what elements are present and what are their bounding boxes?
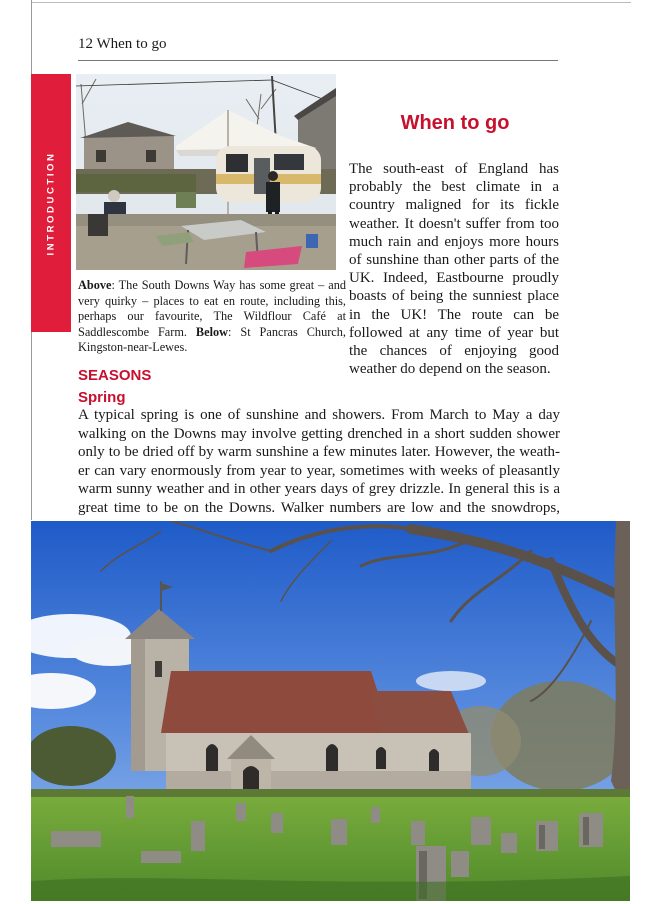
- paragraph-line: A typical spring is one of sunshine and showers. From March to May a day: [78, 407, 560, 423]
- header-rule: [78, 60, 558, 61]
- section-title: When to go: [400, 112, 510, 134]
- photo-caption: [78, 278, 346, 356]
- caption-above-text: : The South Downs Way has some great – and very quirky – places to eat en route, including this, perhaps our favourite, The Wildflour Café at Saddlescombe Farm.: [78, 278, 346, 339]
- side-tab-label: INTRODUCTION: [45, 150, 57, 256]
- page-number: 12: [78, 36, 93, 52]
- spring-heading: Spring: [78, 389, 126, 406]
- paragraph-line: warm sunny weather and in other years days of grey drizzle. In general this is a: [78, 481, 560, 497]
- spring-paragraph: [78, 406, 560, 517]
- cafe-photo: [76, 74, 336, 270]
- caption-above-label: Above: [78, 278, 112, 292]
- caption-below-text: : St Pancras Church, Kingston-near-Lewes.: [78, 324, 346, 355]
- page-top-edge: [31, 2, 631, 3]
- paragraph-line: walking on the Downs may involve getting drenched in a short sudden shower: [78, 425, 560, 442]
- paragraph-line: only to be dried off by warm sunshine a few minutes later. However, the weath-: [78, 444, 560, 460]
- section-side-tab: [31, 74, 71, 332]
- running-header: [78, 36, 166, 53]
- seasons-heading: SEASONS: [78, 367, 152, 384]
- paragraph-line: great time to be on the Downs. Walker numbers are low and the snowdrops,: [78, 499, 560, 516]
- caption-below-label: Below: [195, 324, 229, 339]
- paragraph-line: er can vary enormously from year to year, sometimes with weeks of pleasantly: [78, 462, 560, 479]
- church-photo: [31, 521, 630, 901]
- intro-paragraph: The south-east of England has probably the best climate in a country maligned for its fickle weather. It doesn't suffer from too much rain and enjoys more hours of sunshine than other parts of the UK. Indeed, Eastbourne proudly boasts of being the sunniest place in the UK! The route can be followed at any time of year but the chances of enjoying good weather do depend on the season.: [349, 161, 559, 378]
- running-header-title: When to go: [96, 36, 167, 52]
